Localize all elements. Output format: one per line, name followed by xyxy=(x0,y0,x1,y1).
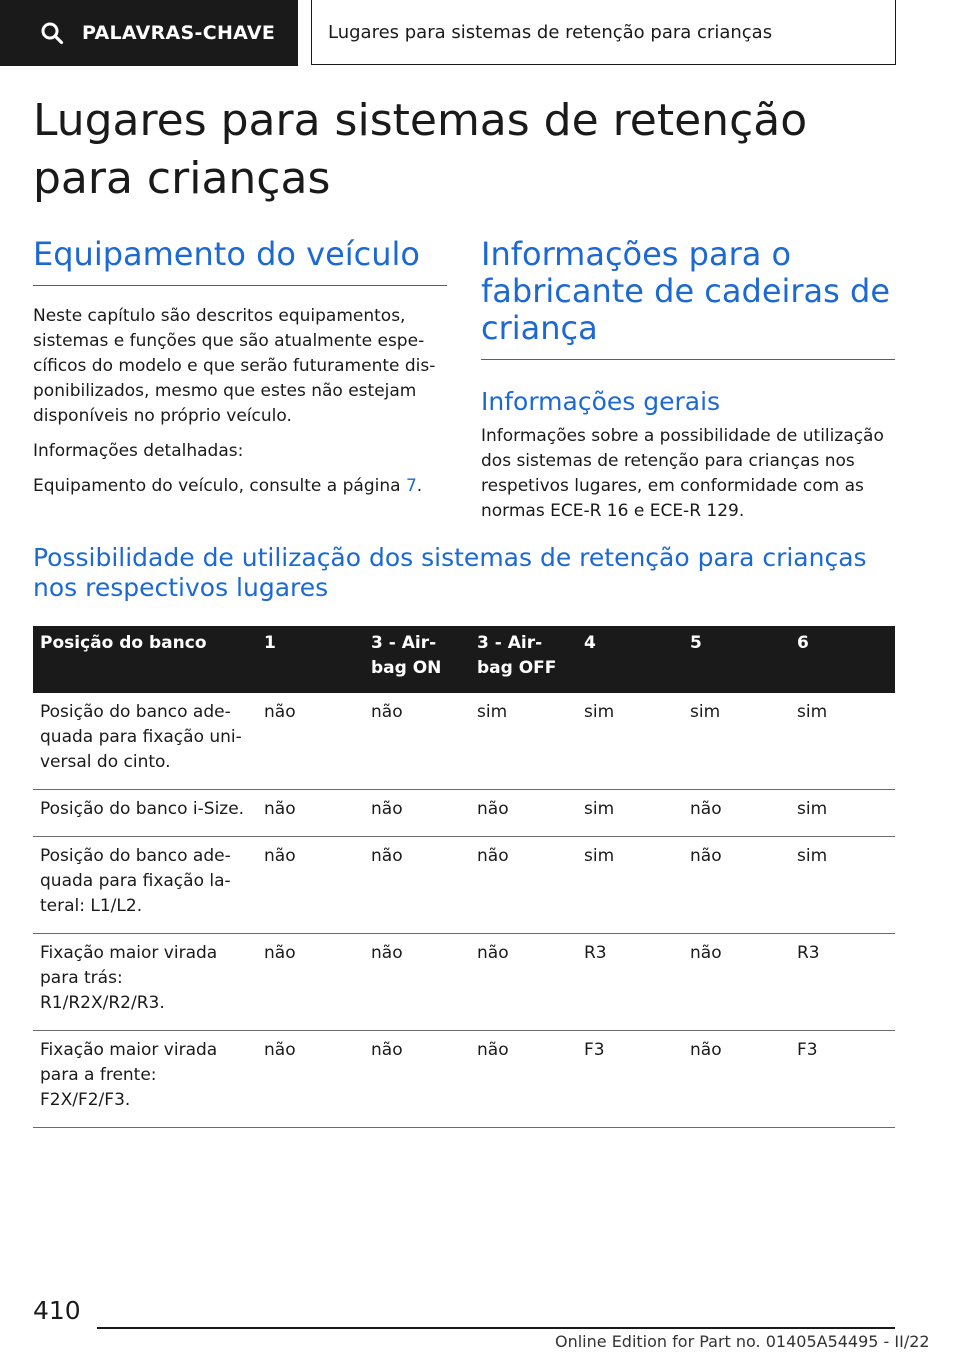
heading-vehicle-equipment: Equipamento do veículo xyxy=(33,236,447,286)
keywords-label: PALAVRAS-CHAVE xyxy=(82,22,276,44)
breadcrumb-label: Lugares para sistemas de retenção para crianças xyxy=(328,21,773,43)
general-info-text: Informações sobre a possibilidade de utilização dos sistemas de retenção para crianças nos respetivos lugares, em conformidade com as normas ECE-R 16 e ECE-R 129. xyxy=(481,426,884,521)
table-row xyxy=(33,790,895,837)
search-icon xyxy=(40,21,64,45)
column-header: 3 - Airbag ON xyxy=(364,626,470,693)
table-cell: não xyxy=(364,837,470,934)
table-cell: não xyxy=(364,693,470,790)
table-row xyxy=(33,1031,895,1128)
table-cell: R3 xyxy=(577,934,683,1031)
section-vehicle-equipment xyxy=(33,236,447,499)
keywords-button[interactable] xyxy=(0,0,298,66)
top-bar xyxy=(0,0,960,66)
table-cell: não xyxy=(683,790,790,837)
reference-end: . xyxy=(416,476,423,496)
table-cell: sim xyxy=(577,790,683,837)
table-cell: não xyxy=(470,934,577,1031)
table-cell: não xyxy=(257,790,364,837)
table-row xyxy=(33,837,895,934)
table-cell: não xyxy=(364,934,470,1031)
table-cell: sim xyxy=(577,837,683,934)
table-cell: não xyxy=(257,837,364,934)
column-header: 6 xyxy=(790,626,895,693)
table-cell: sim xyxy=(790,837,895,934)
table-cell: sim xyxy=(683,693,790,790)
column-header: 3 - Airbag OFF xyxy=(470,626,577,693)
page-link[interactable]: 7 xyxy=(405,476,417,496)
edition-note: Online Edition for Part no. 01405A54495 - II/22 xyxy=(555,1332,930,1351)
details-label: Informações detalhadas: xyxy=(33,441,244,461)
table-cell: Fixação maior virada para trás: R1/R2X/R2/R3. xyxy=(33,934,257,1031)
table-cell: não xyxy=(364,790,470,837)
table-cell: não xyxy=(257,693,364,790)
table-cell: não xyxy=(470,837,577,934)
table-cell: Fixação maior virada para a frente: F2X/F2/F3. xyxy=(33,1031,257,1128)
column-header: Posição do banco xyxy=(33,626,257,693)
seat-suitability-table xyxy=(33,626,895,1128)
column-header: 1 xyxy=(257,626,364,693)
table-cell: não xyxy=(683,1031,790,1128)
table-cell: sim xyxy=(470,693,577,790)
footer-divider xyxy=(97,1327,895,1329)
table-cell: sim xyxy=(577,693,683,790)
table-row xyxy=(33,934,895,1031)
section-manufacturer-info xyxy=(481,236,895,524)
equipment-reference xyxy=(33,474,447,499)
table-cell: não xyxy=(257,934,364,1031)
table-header-row xyxy=(33,626,895,693)
heading-seat-suitability: Possibilidade de utilização dos sistemas de retenção para crianças nos respectivos lugares xyxy=(33,543,867,602)
table-row xyxy=(33,693,895,790)
breadcrumb[interactable] xyxy=(311,0,896,65)
column-header: 4 xyxy=(577,626,683,693)
table-cell: Posição do banco adequada para fixação universal do cinto. xyxy=(33,693,257,790)
table-cell: não xyxy=(364,1031,470,1128)
table-cell: sim xyxy=(790,790,895,837)
heading-manufacturer-info: Informações para o fabricante de cadeiras de criança xyxy=(481,236,895,360)
page-number: 410 xyxy=(33,1296,81,1325)
page-title: Lugares para sistemas de retenção para crianças xyxy=(33,95,808,204)
table-cell: Posição do banco i-Size. xyxy=(33,790,257,837)
table-cell: F3 xyxy=(790,1031,895,1128)
table-cell: não xyxy=(470,790,577,837)
table-cell: não xyxy=(683,934,790,1031)
equipment-intro: Neste capítulo são descritos equipamentos, sistemas e funções que são atualmente específicos do modelo e que serão futuramente disponibilizados, mesmo que estes não estejam disponíveis no próprio veículo. xyxy=(33,306,436,426)
table-cell: R3 xyxy=(790,934,895,1031)
table-cell: não xyxy=(470,1031,577,1128)
reference-text: Equipamento do veículo, consulte a página xyxy=(33,476,406,496)
table-cell: não xyxy=(257,1031,364,1128)
heading-general-info: Informações gerais xyxy=(481,387,721,416)
table-cell: F3 xyxy=(577,1031,683,1128)
table-cell: não xyxy=(683,837,790,934)
table-cell: sim xyxy=(790,693,895,790)
table-cell: Posição do banco adequada para fixação lateral: L1/L2. xyxy=(33,837,257,934)
column-header: 5 xyxy=(683,626,790,693)
